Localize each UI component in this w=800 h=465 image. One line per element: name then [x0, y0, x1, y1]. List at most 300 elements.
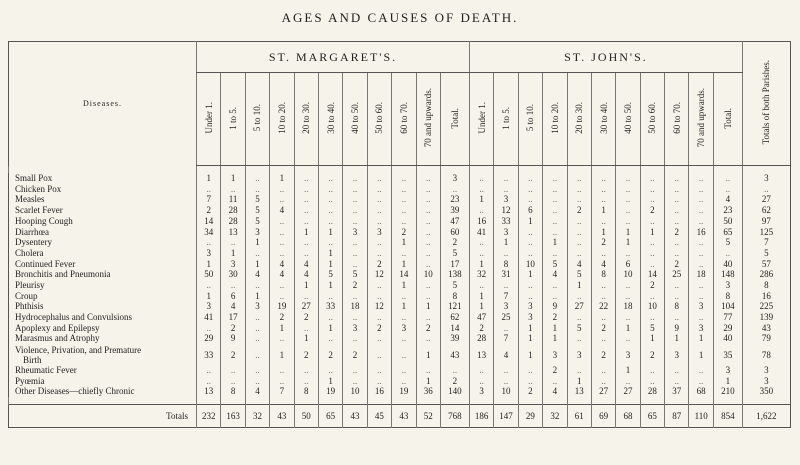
table-cell: 2 [367, 259, 391, 270]
table-cell: .. [245, 323, 269, 334]
table-row [9, 269, 791, 280]
table-cell: .. [518, 194, 542, 205]
disease-name: Pyœmia [15, 375, 45, 386]
table-cell: .. [318, 333, 342, 344]
table-cell: 25 [665, 269, 689, 280]
table-cell: 3 [197, 301, 221, 312]
table-cell: 1 [197, 259, 221, 270]
table-cell: .. [640, 216, 664, 227]
table-cell: 3 [343, 323, 367, 334]
table-cell: 163 [221, 405, 245, 428]
table-cell: 2 [221, 323, 245, 334]
table-cell: .. [665, 216, 689, 227]
table-cell: 4 [221, 301, 245, 312]
table-cell: .. [197, 237, 221, 248]
table-cell: 3 [713, 280, 742, 291]
table-row [9, 205, 791, 216]
table-cell: 78 [742, 344, 790, 365]
table-cell: 3 [494, 194, 518, 205]
table-cell: .. [665, 194, 689, 205]
table-cell: .. [494, 184, 518, 195]
table-cell: 50 [294, 405, 318, 428]
table-cell: 225 [742, 301, 790, 312]
table-cell: .. [518, 376, 542, 387]
table-cell: 5 [245, 205, 269, 216]
table-cell: .. [616, 248, 640, 259]
table-cell: .. [294, 291, 318, 302]
table-cell: .. [343, 312, 367, 323]
margarets-age-header: 50 to 60. [367, 73, 391, 166]
table-cell: 18 [616, 301, 640, 312]
table-cell: .. [567, 216, 591, 227]
johns-age-header: 50 to 60. [640, 73, 664, 166]
table-cell: 79 [742, 333, 790, 344]
table-cell: .. [245, 248, 269, 259]
margarets-age-header: 60 to 70. [392, 73, 416, 166]
table-cell: .. [367, 312, 391, 323]
table-cell: 28 [640, 386, 664, 397]
table-cell: .. [392, 184, 416, 195]
table-cell: 36 [416, 386, 440, 397]
table-cell: .. [640, 173, 664, 184]
johns-age-header: Total. [713, 73, 742, 166]
table-cell: 1 [543, 323, 567, 334]
table-cell: 3 [543, 344, 567, 365]
table-cell: .. [518, 248, 542, 259]
table-body [9, 166, 791, 428]
table-cell: 50 [197, 269, 221, 280]
table-cell: 3 [494, 301, 518, 312]
table-cell: .. [318, 194, 342, 205]
deaths-table [8, 41, 791, 428]
table-cell: 68 [616, 405, 640, 428]
table-cell: 5 [713, 237, 742, 248]
disease-name: Hydrocephalus and Convulsions [15, 312, 132, 323]
table-cell: .. [518, 365, 542, 376]
table-cell: 32 [543, 405, 567, 428]
table-cell: .. [416, 237, 440, 248]
table-row [9, 301, 791, 312]
table-cell: 1 [518, 333, 542, 344]
table-cell: 8 [294, 386, 318, 397]
table-cell: 3 [343, 226, 367, 237]
table-cell: .. [392, 365, 416, 376]
table-cell: 34 [197, 226, 221, 237]
table-cell: .. [640, 259, 664, 270]
table-cell: 5 [318, 269, 342, 280]
table-cell: 62 [440, 312, 469, 323]
table-cell: 121 [440, 301, 469, 312]
table-cell: .. [392, 216, 416, 227]
table-cell: 41 [197, 312, 221, 323]
table-cell: 68 [689, 386, 713, 397]
table-cell: 33 [494, 216, 518, 227]
table-cell: .. [367, 216, 391, 227]
table-cell: .. [221, 280, 245, 291]
table-cell: 1 [270, 323, 294, 334]
table-cell: .. [494, 376, 518, 387]
table-cell: 2 [440, 376, 469, 387]
table-cell: .. [367, 291, 391, 302]
table-cell: .. [392, 376, 416, 387]
table-cell: 4 [543, 269, 567, 280]
table-cell: 2 [221, 344, 245, 365]
table-cell: 17 [221, 312, 245, 323]
table-row [9, 365, 791, 376]
table-cell: 1 [294, 226, 318, 237]
table-cell: 148 [713, 269, 742, 280]
table-row [9, 376, 791, 387]
table-cell: .. [591, 173, 615, 184]
table-cell: .. [343, 365, 367, 376]
table-cell: 19 [270, 301, 294, 312]
table-cell: 1 [392, 301, 416, 312]
table-cell: .. [221, 184, 245, 195]
table-cell: 1 [591, 226, 615, 237]
table-cell: .. [367, 333, 391, 344]
table-cell: .. [245, 333, 269, 344]
table-cell: .. [245, 376, 269, 387]
table-cell: 12 [494, 205, 518, 216]
table-cell: .. [616, 216, 640, 227]
table-cell: .. [567, 333, 591, 344]
table-cell: 5 [567, 323, 591, 334]
table-cell: .. [294, 194, 318, 205]
table-cell: .. [640, 365, 664, 376]
table-cell: .. [270, 365, 294, 376]
table-cell: 1 [640, 333, 664, 344]
table-cell: .. [318, 365, 342, 376]
table-cell: .. [616, 291, 640, 302]
table-cell: 3 [713, 365, 742, 376]
table-cell: 1 [640, 226, 664, 237]
margarets-age-header: 70 and upwards. [416, 73, 440, 166]
table-cell: .. [665, 312, 689, 323]
table-cell: .. [616, 333, 640, 344]
table-cell: .. [543, 184, 567, 195]
table-cell: .. [270, 216, 294, 227]
table-cell: 87 [665, 405, 689, 428]
table-cell: 60 [440, 226, 469, 237]
table-cell: 1 [392, 280, 416, 291]
table-cell: 1 [494, 237, 518, 248]
table-cell: 47 [469, 312, 493, 323]
table-cell: .. [343, 248, 367, 259]
table-cell: .. [616, 173, 640, 184]
table-cell: 232 [197, 405, 221, 428]
table-cell: 4 [294, 259, 318, 270]
table-cell: 7 [270, 386, 294, 397]
table-cell: 3 [494, 226, 518, 237]
table-cell: 4 [713, 194, 742, 205]
table-cell: 1 [567, 280, 591, 291]
table-cell: 5 [440, 280, 469, 291]
table-cell: .. [221, 237, 245, 248]
margarets-age-header: 30 to 40. [318, 73, 342, 166]
table-cell: .. [665, 237, 689, 248]
table-cell: 1 [318, 280, 342, 291]
table-cell: 12 [367, 269, 391, 280]
table-cell: .. [689, 259, 713, 270]
table-cell: .. [367, 248, 391, 259]
table-cell: 65 [713, 226, 742, 237]
table-cell: 43 [392, 405, 416, 428]
table-cell: 186 [469, 405, 493, 428]
table-cell: .. [616, 312, 640, 323]
table-cell: 16 [469, 216, 493, 227]
table-cell: .. [392, 205, 416, 216]
table-cell: 1 [245, 291, 269, 302]
table-row [9, 248, 791, 259]
table-cell: 1 [392, 237, 416, 248]
table-cell: 4 [270, 269, 294, 280]
table-cell: .. [616, 184, 640, 195]
table-cell: 25 [494, 312, 518, 323]
table-cell: .. [469, 376, 493, 387]
table-cell: .. [591, 280, 615, 291]
johns-age-header: 60 to 70. [665, 73, 689, 166]
table-cell: .. [343, 291, 367, 302]
table-cell: 13 [567, 386, 591, 397]
table-cell: 22 [591, 301, 615, 312]
table-cell: 13 [197, 386, 221, 397]
table-cell: .. [416, 184, 440, 195]
table-cell: 3 [518, 312, 542, 323]
table-cell: .. [416, 173, 440, 184]
table-cell: 286 [742, 269, 790, 280]
table-cell: 18 [343, 301, 367, 312]
disease-name: Cholera [15, 247, 44, 258]
table-cell: 1 [245, 259, 269, 270]
table-cell: 27 [591, 386, 615, 397]
table-cell: 1 [543, 333, 567, 344]
johns-age-header: 5 to 10. [518, 73, 542, 166]
table-cell: .. [591, 365, 615, 376]
table-cell: 77 [713, 312, 742, 323]
page-title: AGES AND CAUSES OF DEATH. [281, 10, 519, 25]
table-cell: 1 [318, 323, 342, 334]
table-cell: 62 [742, 205, 790, 216]
table-cell: .. [640, 237, 664, 248]
table-cell: .. [367, 184, 391, 195]
table-cell: .. [367, 365, 391, 376]
table-cell: 1 [245, 237, 269, 248]
disease-name: Continued Fever [15, 258, 76, 269]
table-cell: .. [713, 173, 742, 184]
table-cell: .. [197, 376, 221, 387]
table-cell: 61 [567, 405, 591, 428]
table-cell: 1 [665, 333, 689, 344]
disease-name: Other Diseases—chiefly Chronic [15, 386, 135, 397]
table-cell: 104 [713, 301, 742, 312]
table-cell: 1 [416, 301, 440, 312]
table-cell: .. [343, 333, 367, 344]
table-cell: 1 [416, 344, 440, 365]
table-cell: .. [591, 312, 615, 323]
table-cell: 1 [567, 376, 591, 387]
table-cell: .. [543, 194, 567, 205]
table-cell: .. [367, 205, 391, 216]
table-cell: 1 [543, 237, 567, 248]
table-cell: .. [294, 173, 318, 184]
table-cell: 19 [392, 386, 416, 397]
table-cell: .. [245, 312, 269, 323]
table-cell: 2 [640, 205, 664, 216]
table-cell: .. [221, 365, 245, 376]
table-cell: .. [294, 216, 318, 227]
table-cell: 31 [494, 269, 518, 280]
table-cell: 2 [640, 280, 664, 291]
table-row [9, 226, 791, 237]
table-cell: .. [416, 205, 440, 216]
table-cell: .. [197, 323, 221, 334]
table-cell: .. [689, 280, 713, 291]
table-cell: 14 [197, 216, 221, 227]
table-cell: .. [318, 184, 342, 195]
table-cell: 27 [567, 301, 591, 312]
johns-age-header: 1 to 5. [494, 73, 518, 166]
table-cell: .. [318, 237, 342, 248]
table-cell: 10 [616, 269, 640, 280]
table-cell: .. [197, 365, 221, 376]
table-cell: 14 [640, 269, 664, 280]
table-cell: 43 [742, 323, 790, 334]
table-cell: 2 [665, 259, 689, 270]
table-cell: .. [567, 226, 591, 237]
table-cell: 3 [245, 301, 269, 312]
table-cell: .. [440, 184, 469, 195]
table-cell: 2 [518, 386, 542, 397]
table-cell: .. [567, 291, 591, 302]
table-cell: 52 [416, 405, 440, 428]
table-cell: 7 [197, 194, 221, 205]
table-cell: 40 [713, 333, 742, 344]
table-cell: .. [392, 194, 416, 205]
table-cell: .. [294, 205, 318, 216]
table-cell: .. [469, 365, 493, 376]
table-cell: .. [665, 365, 689, 376]
table-cell: 12 [367, 301, 391, 312]
table-cell: 47 [440, 216, 469, 227]
table-cell: 1 [689, 333, 713, 344]
table-cell: 1 [469, 259, 493, 270]
table-cell: 1 [469, 291, 493, 302]
table-cell: 4 [494, 344, 518, 365]
table-cell: 3 [742, 365, 790, 376]
table-cell: 7 [494, 333, 518, 344]
table-cell: .. [270, 280, 294, 291]
table-cell: 5 [245, 216, 269, 227]
table-cell: .. [640, 312, 664, 323]
table-cell: .. [318, 312, 342, 323]
table-cell: 2 [318, 344, 342, 365]
table-cell: .. [318, 205, 342, 216]
table-cell: .. [665, 184, 689, 195]
disease-name: Hooping Cough [15, 215, 73, 226]
table-cell: 1 [221, 248, 245, 259]
table-cell: .. [640, 184, 664, 195]
table-cell: 3 [518, 301, 542, 312]
table-cell: 5 [245, 194, 269, 205]
table-cell: .. [689, 173, 713, 184]
table-cell: 10 [494, 386, 518, 397]
table-cell: 7 [742, 237, 790, 248]
table-cell: .. [567, 194, 591, 205]
table-row [9, 291, 791, 302]
table-cell: .. [367, 280, 391, 291]
table-cell: .. [416, 194, 440, 205]
table-cell: .. [713, 184, 742, 195]
table-cell: .. [469, 237, 493, 248]
table-cell: .. [416, 216, 440, 227]
table-cell: .. [567, 173, 591, 184]
table-cell: 3 [567, 344, 591, 365]
margarets-age-header: 5 to 10. [245, 73, 269, 166]
table-cell: .. [469, 184, 493, 195]
table-cell: 28 [221, 205, 245, 216]
table-row [9, 333, 791, 344]
table-cell: 9 [221, 333, 245, 344]
table-cell: .. [591, 333, 615, 344]
table-cell: .. [318, 216, 342, 227]
totals-row [9, 405, 791, 428]
table-cell: 110 [689, 405, 713, 428]
table-cell: .. [640, 376, 664, 387]
table-cell: 5 [440, 248, 469, 259]
table-cell: .. [469, 173, 493, 184]
table-cell: .. [518, 184, 542, 195]
table-cell: .. [689, 312, 713, 323]
table-cell: 1 [294, 333, 318, 344]
table-cell: 1 [469, 301, 493, 312]
table-cell: 5 [543, 259, 567, 270]
table-cell: 3 [742, 376, 790, 387]
table-cell: 8 [713, 291, 742, 302]
table-cell: 27 [742, 194, 790, 205]
table-cell: .. [221, 376, 245, 387]
table-cell: .. [343, 184, 367, 195]
table-cell: .. [270, 291, 294, 302]
table-cell: 33 [318, 301, 342, 312]
table-cell: 4 [245, 269, 269, 280]
table-cell: 3 [245, 226, 269, 237]
table-cell: 1 [518, 269, 542, 280]
margarets-age-header: 10 to 20. [270, 73, 294, 166]
table-cell: .. [367, 173, 391, 184]
table-cell: .. [543, 280, 567, 291]
table-cell: .. [416, 226, 440, 237]
table-cell: 3 [392, 323, 416, 334]
table-cell: 2 [294, 344, 318, 365]
table-cell: .. [689, 205, 713, 216]
table-cell: 2 [440, 237, 469, 248]
table-cell: .. [416, 291, 440, 302]
table-cell: 29 [518, 405, 542, 428]
table-cell: .. [343, 205, 367, 216]
table-cell: 2 [416, 323, 440, 334]
table-cell: 4 [591, 259, 615, 270]
table-row [9, 216, 791, 227]
table-cell: 35 [713, 344, 742, 365]
table-cell: 140 [440, 386, 469, 397]
disease-name: Scarlet Fever [15, 205, 63, 216]
table-cell: .. [392, 333, 416, 344]
table-cell: 125 [742, 226, 790, 237]
table-cell: 13 [469, 344, 493, 365]
table-cell: 32 [245, 405, 269, 428]
disease-name: Phthisis [15, 301, 44, 312]
table-cell: .. [640, 194, 664, 205]
